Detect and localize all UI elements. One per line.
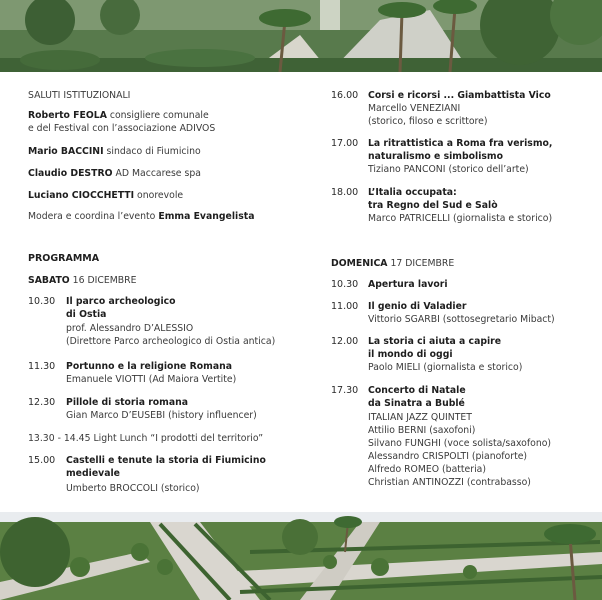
event-title-continued: il mondo di oggi (368, 349, 453, 360)
event-title-continued: naturalismo e simbolismo (368, 151, 504, 162)
programma-heading: PROGRAMMA (28, 253, 100, 264)
event-title: L’Italia occupata: (368, 187, 457, 198)
bottom-garden-illustration (0, 512, 602, 600)
lunch-line (28, 433, 263, 445)
concert-performer: ITALIAN JAZZ QUINTET (368, 412, 472, 423)
day-date: 17 DICEMBRE (390, 258, 455, 269)
domenica-day-heading (331, 258, 454, 270)
event-speaker: Tiziano PANCONI (storico dell’arte) (368, 164, 529, 175)
event-title: Corsi e ricorsi ... Giambattista Vico (368, 90, 551, 101)
event-speaker: Paolo MIELI (giornalista e storico) (368, 362, 523, 373)
guest-name: Claudio DESTRO (28, 168, 113, 179)
guest-name: Mario BACCINI (28, 146, 104, 157)
event-time: 18.00 (331, 187, 359, 198)
concert-performer: Silvano FUNGHI (voce solista/saxofono) (368, 438, 552, 449)
event-title-continued: tra Regno del Sud e Salò (368, 200, 498, 211)
event-time: 17.30 (331, 385, 359, 396)
day-name: SABATO (28, 275, 70, 286)
concert-performer: Alessandro CRISPOLTI (pianoforte) (368, 451, 528, 462)
event-title: La ritrattistica a Roma fra verismo, (368, 138, 553, 149)
guest-role: onorevole (137, 190, 184, 201)
guest-baccini (28, 146, 201, 158)
guest-role: AD Maccarese spa (115, 168, 201, 179)
event-speaker: Vittorio SGARBI (sottosegretario Mibact) (368, 314, 555, 325)
event-speaker: prof. Alessandro D’ALESSIO (66, 323, 194, 334)
event-title: Concerto di Natale (368, 385, 466, 396)
guest-destro (28, 168, 201, 180)
event-title-continued: medievale (66, 468, 120, 479)
event-title-continued: di Ostia (66, 309, 107, 320)
guest-role: consigliere comunale (109, 110, 209, 121)
guest-feola (28, 110, 209, 122)
event-speaker: Marcello VENEZIANI (368, 103, 461, 114)
event-time: 10.30 (28, 296, 56, 307)
top-garden-photo (0, 0, 602, 72)
day-date: 16 DICEMBRE (72, 275, 137, 286)
event-time: 11.30 (28, 361, 56, 372)
saluti-heading: SALUTI ISTITUZIONALI (28, 90, 131, 101)
event-time: 12.00 (331, 336, 359, 347)
event-title: Apertura lavori (368, 279, 448, 290)
event-speaker: Umberto BROCCOLI (storico) (66, 483, 200, 494)
event-time: 15.00 (28, 455, 56, 466)
event-time: 12.30 (28, 397, 56, 408)
event-time: 10.30 (331, 279, 359, 290)
event-title: Portunno e la religione Romana (66, 361, 233, 372)
event-plain: Light Lunch “I prodotti del territorio” (93, 433, 264, 444)
event-title-continued: da Sinatra a Bublé (368, 398, 465, 409)
guest-ciocchetti (28, 190, 183, 202)
event-title: Il parco archeologico (66, 296, 176, 307)
event-title: Castelli e tenute la storia di Fiumicino (66, 455, 266, 466)
event-title: Pillole di storia romana (66, 397, 189, 408)
event-speaker: Marco PATRICELLI (giornalista e storico) (368, 213, 553, 224)
guest-role: sindaco di Fiumicino (106, 146, 201, 157)
event-time: 13.30 - 14.45 (28, 433, 91, 444)
guest-name: Roberto FEOLA (28, 110, 107, 121)
bottom-garden-photo (0, 512, 602, 600)
event-time: 16.00 (331, 90, 359, 101)
sabato-day-heading (28, 275, 136, 287)
guest-role-continued: e del Festival con l’associazione ADIVOS (28, 123, 216, 134)
moderator-prefix: Modera e coordina l’evento (28, 211, 156, 222)
event-title: Il genio di Valadier (368, 301, 467, 312)
event-speaker-role: (storico, filoso e scrittore) (368, 116, 488, 127)
event-speaker-role: (Direttore Parco archeologico di Ostia antica) (66, 336, 276, 347)
event-title: La storia ci aiuta a capire (368, 336, 502, 347)
program-content (0, 72, 602, 512)
moderator-line (28, 211, 254, 223)
top-garden-illustration (0, 0, 602, 72)
event-speaker: Gian Marco D’EUSEBI (history influencer) (66, 410, 257, 421)
event-time: 17.00 (331, 138, 359, 149)
concert-performer: Christian ANTINOZZI (contrabasso) (368, 477, 531, 488)
day-name: DOMENICA (331, 258, 388, 269)
moderator-name: Emma Evangelista (158, 211, 255, 222)
event-time: 11.00 (331, 301, 359, 312)
guest-name: Luciano CIOCCHETTI (28, 190, 135, 201)
event-speaker: Emanuele VIOTTI (Ad Maiora Vertite) (66, 374, 237, 385)
concert-performer: Attilio BERNI (saxofoni) (368, 425, 476, 436)
concert-performer: Alfredo ROMEO (batteria) (368, 464, 487, 475)
